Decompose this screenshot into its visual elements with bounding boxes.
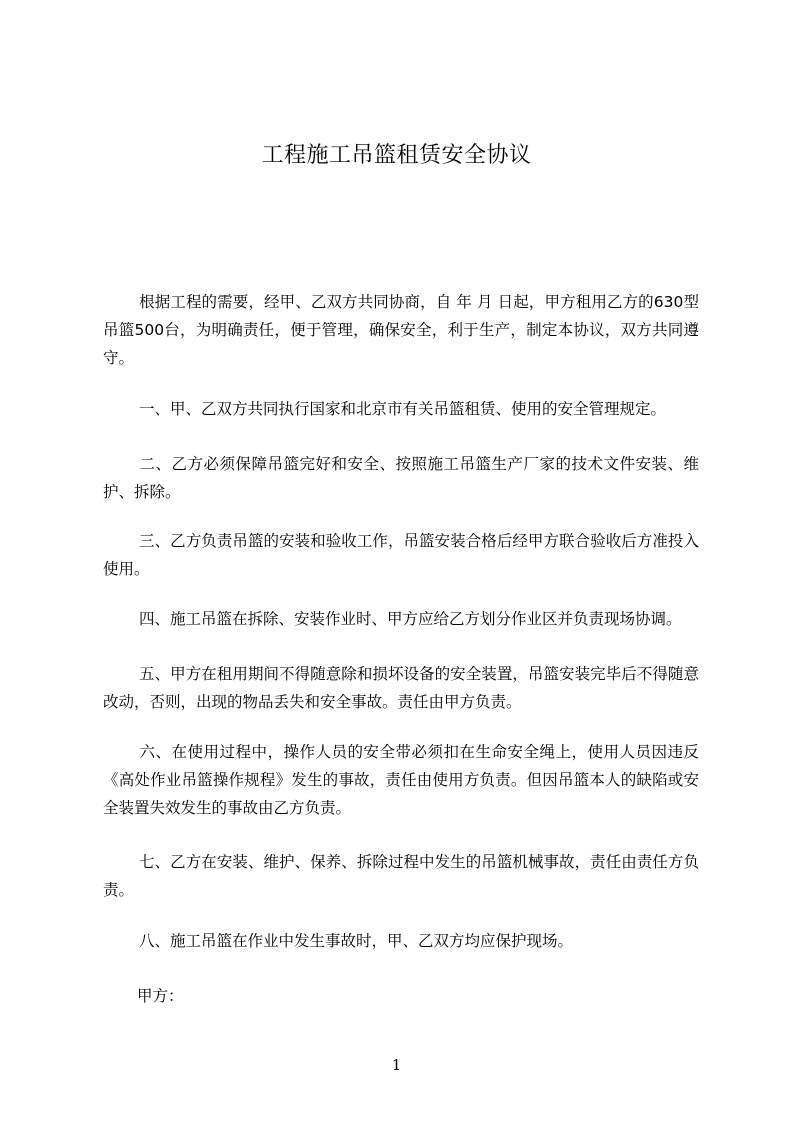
clause-text: 七、乙方在安装、维护、保养、拆除过程中发生的吊篮机械事故，责任由责任方负责。 (103, 853, 699, 899)
clause-1 (103, 395, 699, 423)
clause-5 (103, 660, 699, 716)
party-a-signature-label: 甲方： (137, 987, 184, 1005)
clause-8 (103, 927, 699, 955)
intro-paragraph (103, 288, 699, 372)
page-title: 工程施工吊篮租赁安全协议 (261, 143, 532, 168)
clause-text: 一、甲、乙双方共同执行国家和北京市有关吊篮租赁、使用的安全管理规定。 (139, 400, 667, 418)
clause-text: 八、施工吊篮在作业中发生事故时，甲、乙双方均应保护现场。 (139, 932, 574, 950)
clause-4 (103, 605, 699, 633)
clause-7 (103, 848, 699, 904)
clause-text: 二、乙方必须保障吊篮完好和安全、按照施工吊篮生产厂家的技术文件安装、维护、拆除。 (103, 455, 699, 501)
clause-2 (103, 450, 699, 506)
clause-text: 四、施工吊篮在拆除、安装作业时、甲方应给乙方划分作业区并负责现场协调。 (139, 610, 682, 628)
clause-text: 三、乙方负责吊篮的安装和验收工作，吊篮安装合格后经甲方联合验收后方准投入使用。 (103, 532, 699, 578)
clause-3 (103, 527, 699, 583)
intro-text: 根据工程的需要，经甲、乙双方共同协商，自 年 月 日起，甲方租用乙方的630型吊篮500台，为明确责任，便于管理，确保安全，利于生产，制定本协议，双方共同遵守。 (103, 293, 699, 367)
clause-text: 五、甲方在租用期间不得随意除和损坏设备的安全装置，吊篮安装完毕后不得随意改动，否则，出现的物品丢失和安全事故。责任由甲方负责。 (103, 665, 699, 711)
clause-6 (103, 738, 699, 822)
page-number: 1 (391, 1056, 402, 1074)
clause-text: 六、在使用过程中，操作人员的安全带必须扣在生命安全绳上，使用人员因违反《高处作业吊篮操作规程》发生的事故，责任由使用方负责。但因吊篮本人的缺陷或安全装置失效发生的事故由乙方负责。 (103, 743, 699, 817)
